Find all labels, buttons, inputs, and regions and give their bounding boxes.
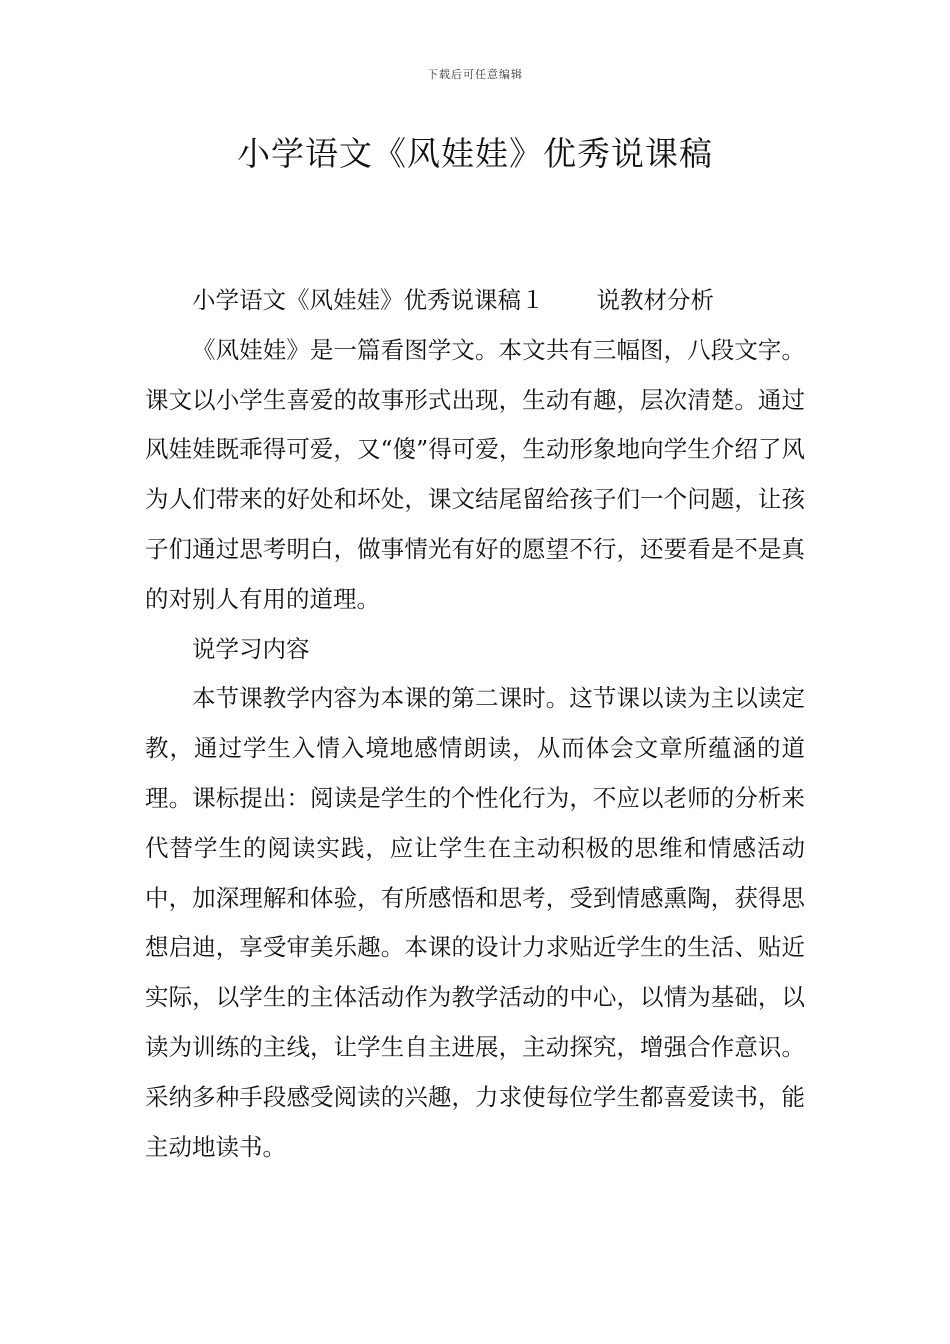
paragraph-learning-content: 本节课教学内容为本课的第二课时。这节课以读为主以读定教，通过学生入情入境地感情朗读，从而体会文章所蕴涵的道理。课标提出：阅读是学生的个性化行为，不应以老师的分析来代替学生的阅读实践，应让学生在主动积极的思维和情感活动中，加深理解和体验，有所感悟和思考，受到情感熏陶，获得思想启迪，享受审美乐趣。本课的设计力求贴近学生的生活、贴近实际，以学生的主体活动作为教学活动的中心，以情为基础，以读为训练的主线，让学生自主进展，主动探究，增强合作意识。采纳多种手段感受阅读的兴趣，力求使每位学生都喜爱读书，能主动地读书。 [145, 684, 805, 1161]
section-subheading: 说教材分析 [596, 286, 714, 314]
section-heading-learning-content: 说学习内容 [192, 634, 310, 663]
section-heading-line [145, 276, 805, 326]
document-body [145, 276, 805, 1172]
section-heading: 小学语文《风娃娃》优秀说课稿１ [192, 286, 545, 314]
document-title: 小学语文《风娃娃》优秀说课稿 [237, 134, 713, 173]
paragraph-textbook-analysis: 《风娃娃》是一篇看图学文。本文共有三幅图，八段文字。课文以小学生喜爱的故事形式出现，生动有趣，层次清楚。通过风娃娃既乖得可爱，又“傻”得可爱，生动形象地向学生介绍了风为人们带来的好处和坏处，课文结尾留给孩子们一个问题，让孩子们通过思考明白，做事情光有好的愿望不行，还要看是不是真的对别人有用的道理。 [145, 335, 805, 613]
header-note: 下载后可任意编辑 [427, 68, 523, 81]
